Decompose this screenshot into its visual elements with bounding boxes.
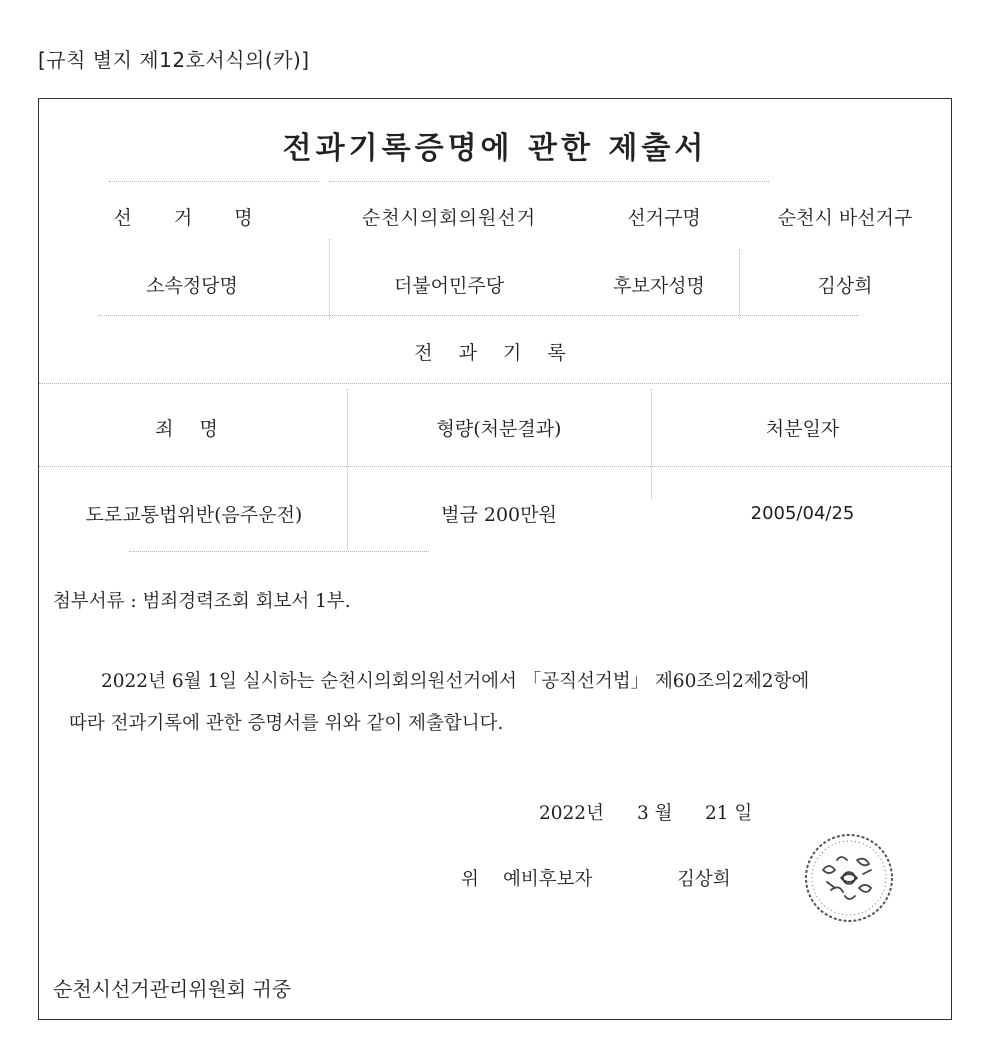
district-label: 선거구명 xyxy=(627,206,701,229)
divider xyxy=(109,181,319,182)
statement-line-2: 따라 전과기록에 관한 증명서를 위와 같이 제출합니다. xyxy=(69,713,504,734)
divider xyxy=(39,383,951,384)
signatory-name: 김상희 xyxy=(677,869,731,890)
seal-stamp xyxy=(801,830,897,926)
document-title: 전과기록증명에 관한 제출서 xyxy=(282,131,708,166)
document-frame xyxy=(38,98,952,1020)
candidate-value: 김상희 xyxy=(817,274,873,297)
district-value: 순천시 바선거구 xyxy=(777,206,913,229)
date-month: 3 월 xyxy=(637,803,673,824)
party-value: 더불어민주당 xyxy=(393,274,505,297)
date-year: 2022년 xyxy=(539,803,604,824)
record-sentence: 벌금 200만원 xyxy=(441,503,557,526)
divider xyxy=(329,239,330,319)
party-label: 소속정당명 xyxy=(146,274,238,297)
form-number-label: [규칙 별지 제12호서식의(카)] xyxy=(38,48,310,72)
date-day: 21 일 xyxy=(705,803,753,824)
record-date: 2005/04/25 xyxy=(750,502,855,524)
signatory-role: 예비후보자 xyxy=(503,869,593,890)
statement-line-1: 2022년 6월 1일 실시하는 순천시의회의원선거에서 「공직선거법」 제60조의2제2항에 xyxy=(101,671,810,692)
candidate-label: 후보자성명 xyxy=(613,274,705,297)
column-header-sentence: 형량(처분결과) xyxy=(436,417,562,440)
divider xyxy=(651,389,652,499)
record-section-header: 전 과 기 록 xyxy=(414,341,576,364)
signatory-prefix: 위 xyxy=(461,869,479,890)
addressee: 순천시선거관리위원회 귀중 xyxy=(53,977,292,1001)
divider xyxy=(329,181,769,182)
divider xyxy=(129,551,429,552)
column-header-crime: 죄 명 xyxy=(155,417,228,440)
divider xyxy=(347,389,348,549)
divider xyxy=(99,315,859,316)
column-header-date: 처분일자 xyxy=(765,417,840,440)
attachment-note: 첨부서류 : 범죄경력조회 회보서 1부. xyxy=(53,591,351,612)
election-name-label: 선 거 명 xyxy=(113,206,271,229)
election-name-value: 순천시의회의원선거 xyxy=(361,206,537,229)
divider xyxy=(39,466,951,467)
record-crime: 도로교통법위반(음주운전) xyxy=(85,503,303,526)
